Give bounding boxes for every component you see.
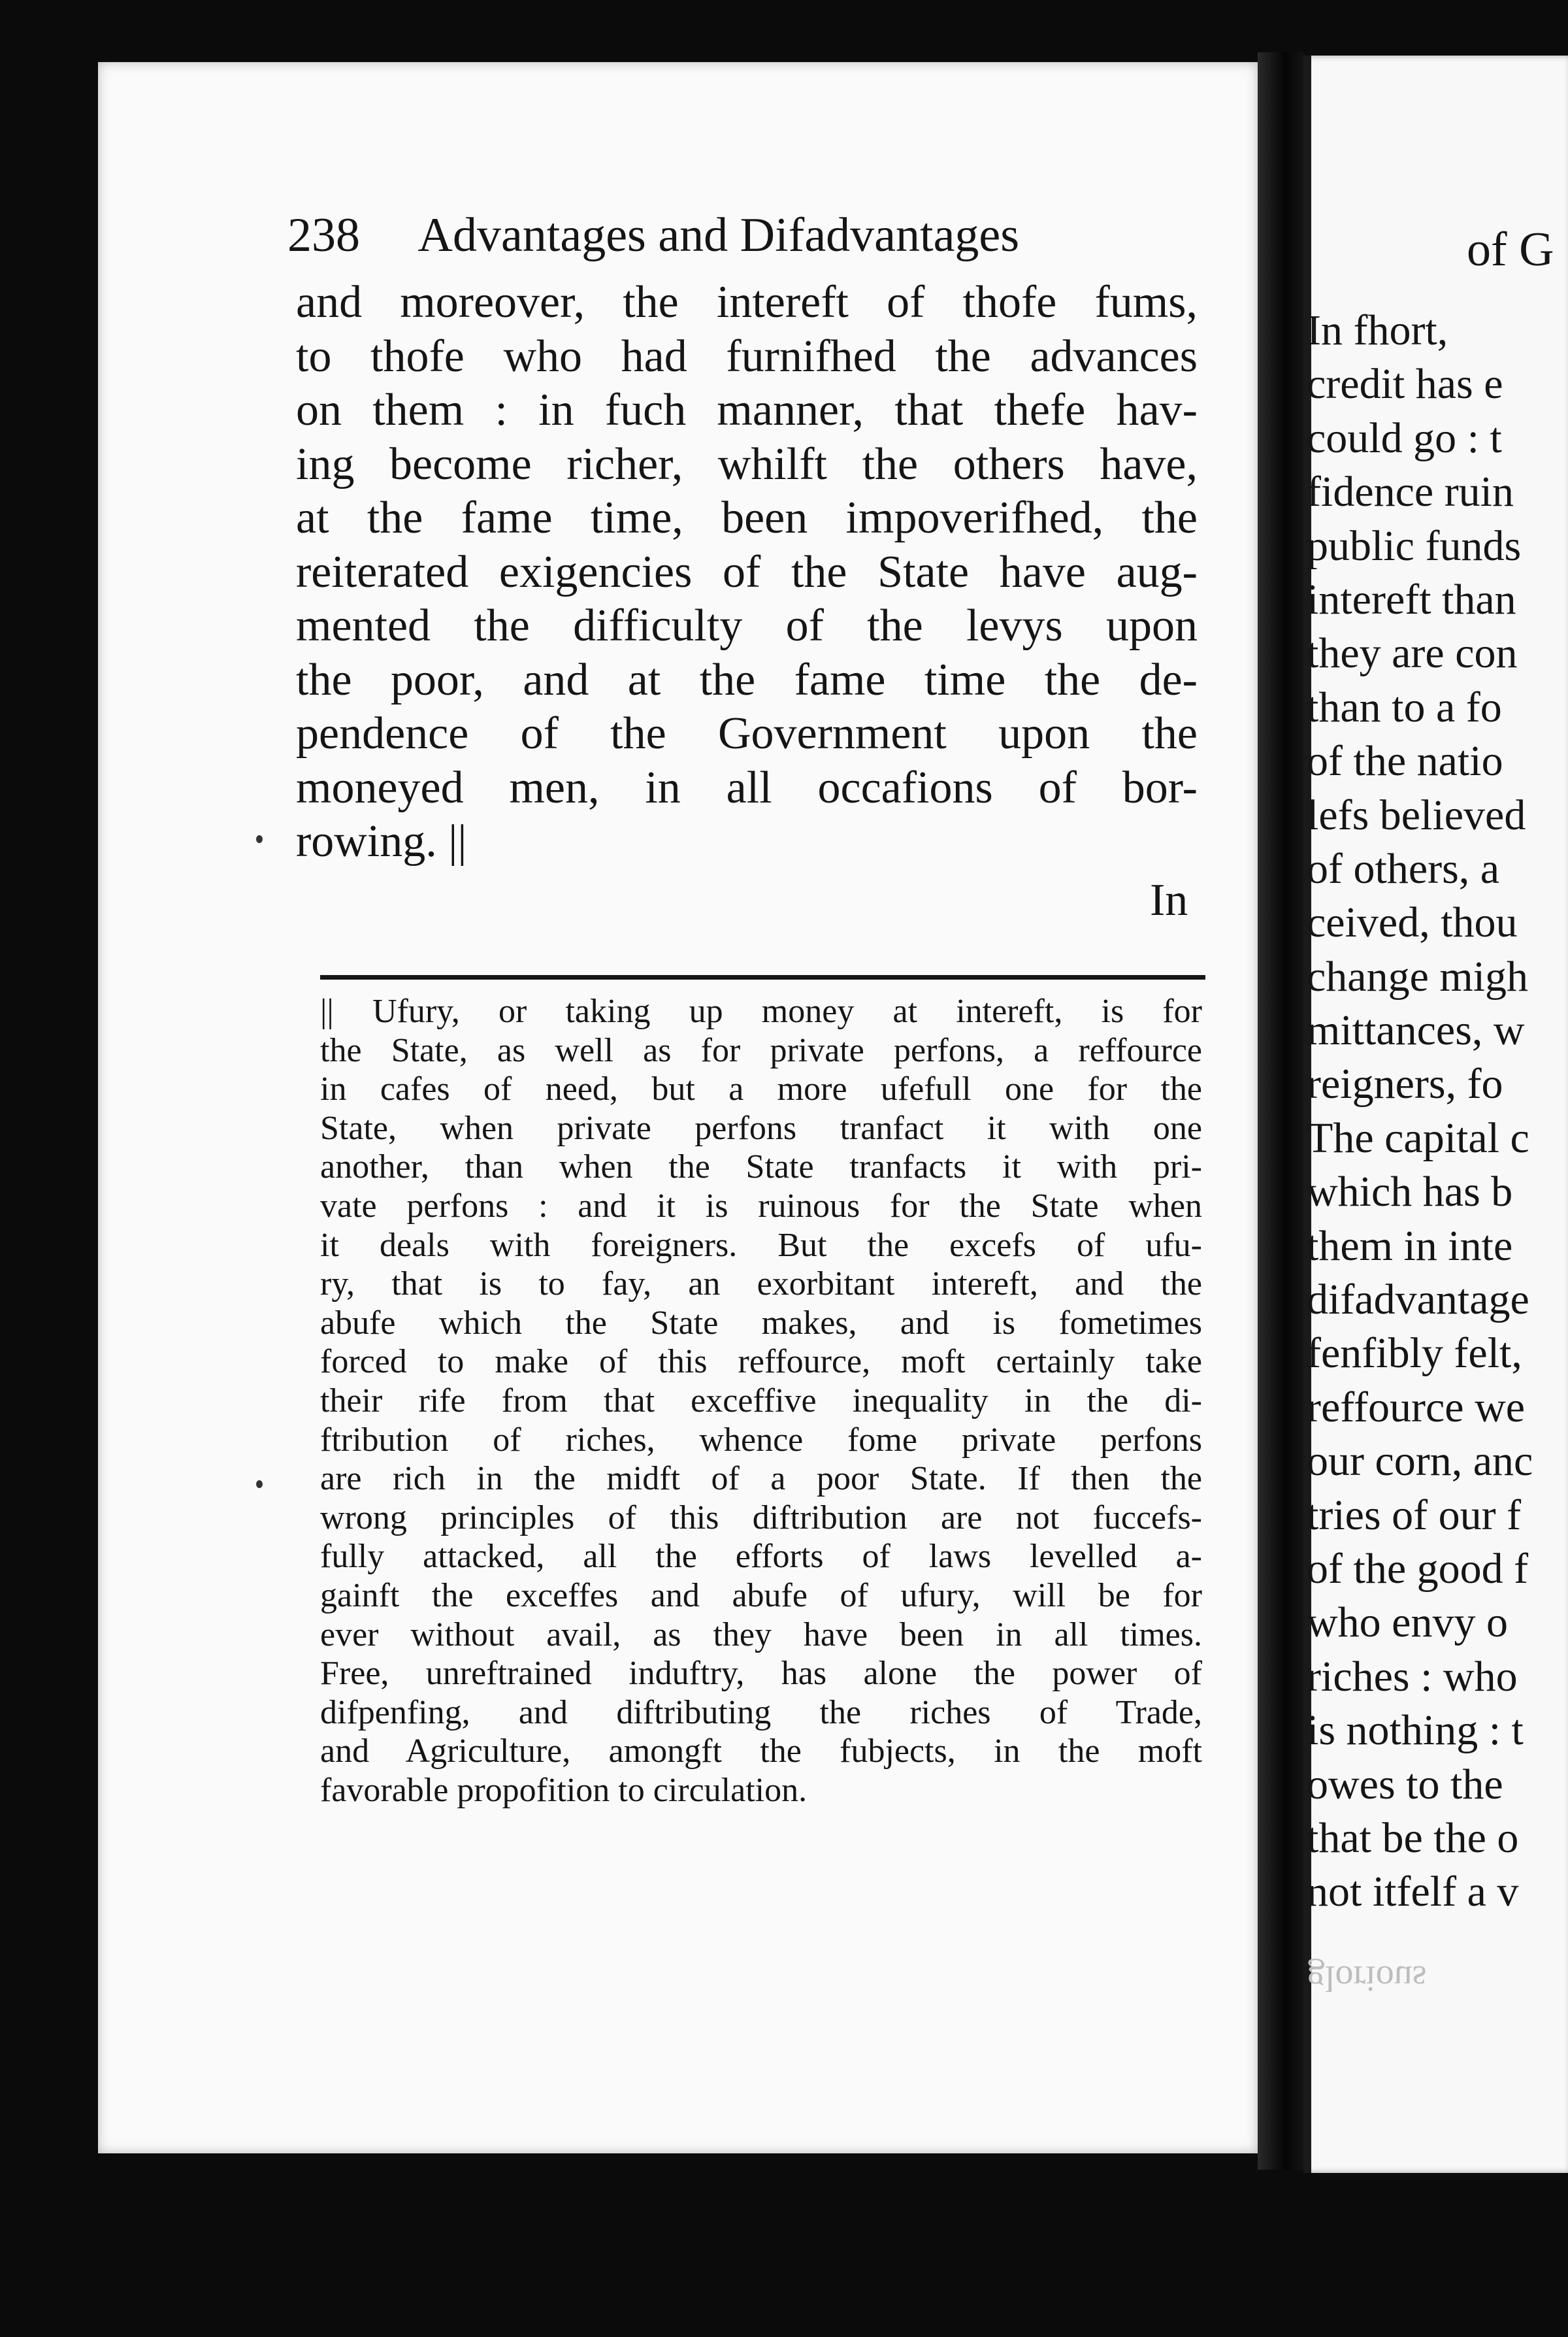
footnote-line: Free, unreftrained induftry, has alone the power of xyxy=(320,1655,1202,1693)
right-text-line: difadvantage xyxy=(1307,1276,1529,1324)
right-text-line: lefs believed xyxy=(1307,791,1526,839)
text-line: to thofe who had furnifhed the advances xyxy=(296,331,1198,382)
right-text-line: intereft than xyxy=(1307,575,1516,623)
footnote-line: and Agriculture, amongft the fubjects, in the moft xyxy=(320,1732,1202,1770)
text-line: on them : in fuch manner, that thefe hav- xyxy=(296,385,1198,435)
right-text-line: not itfelf a v xyxy=(1307,1868,1519,1916)
page-number: 238 xyxy=(287,208,360,262)
footnote-line: difpenfing, and diftributing the riches of Trade, xyxy=(320,1693,1202,1731)
footnote-line: ftribution of riches, whence fome private perfons xyxy=(320,1421,1202,1459)
right-text-line: fidence ruin xyxy=(1307,468,1514,516)
text-line: ing become richer, whilft the others have, xyxy=(296,439,1198,489)
text-line: and moreover, the intereft of thofe fums, xyxy=(296,277,1198,327)
footnote-line: fully attacked, all the efforts of laws levelled a- xyxy=(320,1538,1202,1576)
text-line: mented the difficulty of the levys upon xyxy=(296,601,1198,651)
footnote-line: are rich in the midft of a poor State. If then the xyxy=(320,1460,1202,1498)
right-text-line: tries of our f xyxy=(1307,1491,1522,1539)
footnote-line: State, when private perfons tranfact it with one xyxy=(320,1109,1202,1147)
footnote-line: the State, as well as for private perfons, a reffource xyxy=(320,1031,1202,1069)
footnote-line: forced to make of this reffource, moft certainly take xyxy=(320,1343,1202,1381)
footnote-line: ry, that is to fay, an exorbitant intereft, and the xyxy=(320,1265,1202,1303)
footnote-line: it deals with foreigners. But the excefs of ufu- xyxy=(320,1226,1202,1264)
right-text-line: our corn, anc xyxy=(1307,1437,1533,1485)
text-line: pendence of the Government upon the xyxy=(296,708,1198,759)
right-text-line: that be the o xyxy=(1307,1814,1519,1862)
text-line: at the fame time, been impoverifhed, the xyxy=(296,493,1198,543)
right-text-line: of others, a xyxy=(1307,844,1500,893)
footnote-line: in cafes of need, but a more ufefull one for the xyxy=(320,1070,1202,1108)
ink-speck xyxy=(256,835,263,843)
bleed-through-text: glorious xyxy=(1307,1958,1427,1998)
footnote-line: favorable propofition to circulation. xyxy=(320,1771,808,1809)
footnote-line: || Ufury, or taking up money at intereft, is for xyxy=(320,993,1202,1030)
right-text-line: public funds xyxy=(1307,522,1522,570)
right-text-line: them in inte xyxy=(1307,1221,1513,1270)
right-text-line: riches : who xyxy=(1307,1652,1518,1700)
right-text-line: they are con xyxy=(1307,629,1518,678)
footnote-line: abufe which the State makes, and is fometimes xyxy=(320,1304,1202,1342)
text-line: moneyed men, in all occafions of bor- xyxy=(296,762,1198,813)
right-text-line: ceived, thou xyxy=(1307,899,1518,947)
right-text-line: reffource we xyxy=(1307,1383,1526,1431)
right-text-line: of the good f xyxy=(1307,1544,1529,1593)
footnote-line: vate perfons : and it is ruinous for the State when xyxy=(320,1187,1202,1225)
right-text-line: is nothing : t xyxy=(1307,1706,1524,1755)
right-text-line: In fhort, xyxy=(1307,307,1448,354)
text-line: rowing. || xyxy=(296,816,467,867)
right-page-text xyxy=(1307,304,1568,1919)
right-text-line: reigners, fo xyxy=(1307,1060,1503,1108)
footnote-block xyxy=(320,992,1202,1810)
right-text-line: owes to the xyxy=(1307,1760,1503,1808)
right-text-line: of the natio xyxy=(1307,737,1503,786)
right-text-line: The capital c xyxy=(1307,1114,1529,1162)
right-text-line: mittances, w xyxy=(1307,1006,1525,1055)
right-text-line: who envy o xyxy=(1307,1599,1508,1647)
right-text-line: credit has e xyxy=(1307,360,1503,408)
right-running-head: of G xyxy=(1467,223,1554,276)
main-text-block xyxy=(296,276,1198,869)
text-line: the poor, and at the fame time the de- xyxy=(296,654,1198,705)
footnote-line: ever without avail, as they have been in all times. xyxy=(320,1616,1202,1653)
right-text-line: than to a fo xyxy=(1307,683,1502,731)
footnote-line: wrong principles of this diftribution are not fuccefs- xyxy=(320,1499,1202,1536)
right-text-line: change migh xyxy=(1307,952,1529,1001)
right-text-line: could go : t xyxy=(1307,414,1502,462)
running-title: Advantages and Difadvantages xyxy=(417,208,1020,262)
catchword: In xyxy=(1150,875,1188,925)
running-head xyxy=(287,208,1202,273)
footnote-line: gainft the exceffes and abufe of ufury, will be for xyxy=(320,1576,1202,1614)
footnote-line: another, than when the State tranfacts it with pri- xyxy=(320,1148,1202,1186)
right-text-line: which has b xyxy=(1307,1168,1513,1216)
text-line: reiterated exigencies of the State have aug- xyxy=(296,546,1198,597)
footnote-line: their rife from that exceffive inequality in the di- xyxy=(320,1382,1202,1419)
book-gutter xyxy=(1258,52,1303,2170)
ink-speck xyxy=(256,1480,263,1488)
right-text-line: fenfibly felt, xyxy=(1307,1329,1522,1378)
footnote-rule xyxy=(320,975,1205,980)
